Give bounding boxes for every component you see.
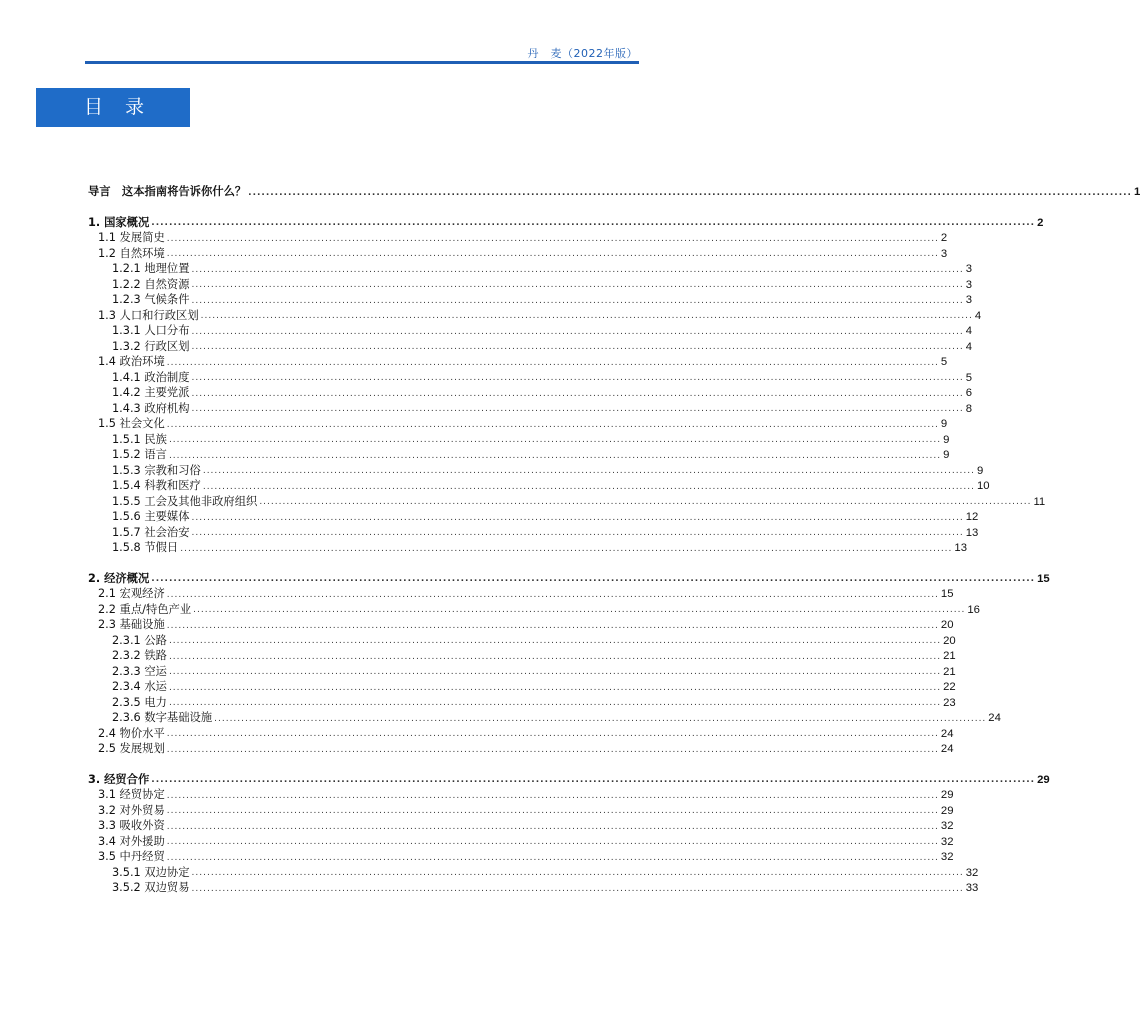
toc-entry-label: 2.3.5 电力 (112, 695, 167, 709)
toc-entry[interactable] (88, 308, 982, 324)
toc-entry[interactable] (88, 633, 956, 649)
toc-entry[interactable] (88, 803, 954, 819)
dot-leader: ........................................................................................................................................................................................................ (166, 249, 939, 259)
toc-entry-label: 1.3 人口和行政区划 (98, 308, 199, 322)
toc-entry-page: 11 (1033, 495, 1046, 508)
dot-leader: ........................................................................................................................................................................................................ (166, 790, 939, 801)
toc-entry-label: 1.3.2 行政区划 (112, 339, 190, 353)
toc-entry-page: 32 (940, 851, 954, 863)
dot-leader: ........................................................................................................................................................................................................ (168, 636, 942, 646)
toc-entry[interactable] (88, 370, 972, 386)
toc-entry[interactable] (88, 648, 956, 664)
dot-leader: ........................................................................................................................................................................................................ (166, 852, 939, 863)
toc-entry[interactable] (88, 215, 1044, 231)
toc-entry[interactable] (88, 726, 954, 742)
toc-entry[interactable] (88, 509, 979, 525)
toc-entry-page: 8 (965, 402, 972, 415)
dot-leader: ........................................................................................................................................................................................................ (168, 651, 942, 662)
toc-entry[interactable] (88, 679, 956, 695)
toc-entry-label: 3.5 中丹经贸 (98, 850, 165, 863)
toc-entry[interactable] (88, 710, 1001, 726)
toc-entry-page: 6 (965, 387, 972, 399)
toc-entry-page: 4 (974, 309, 982, 322)
header-rule (85, 61, 639, 64)
dot-leader: ........................................................................................................................................................................................................ (259, 497, 1032, 507)
dot-leader: ........................................................................................................................................................................................................ (191, 373, 964, 383)
toc-entry[interactable] (88, 617, 954, 633)
toc-entry-label: 3.3 吸收外资 (98, 819, 165, 832)
toc-entry-page: 3 (940, 247, 948, 260)
toc-entry[interactable] (88, 432, 950, 448)
toc-entry-page: 9 (977, 464, 984, 477)
toc-entry-label: 2.2 重点/特色产业 (98, 602, 192, 616)
toc-entry-page: 5 (940, 356, 948, 368)
toc-entry-label: 1.2.1 地理位置 (112, 262, 190, 275)
toc-entry-page: 15 (940, 588, 954, 600)
dot-leader: ........................................................................................................................................................................................................ (166, 744, 939, 755)
toc-entry-page: 32 (940, 820, 954, 832)
toc-entry-label: 2.5 发展规划 (98, 742, 165, 755)
toc-entry-page: 21 (943, 665, 956, 678)
toc-entry-page: 24 (940, 743, 954, 755)
toc-entry-label: 3.4 对外援助 (98, 834, 165, 848)
toc-entry-label: 2.3.4 水运 (112, 680, 167, 693)
dot-leader: ........................................................................................................................................................................................................ (166, 233, 939, 244)
dot-leader: ........................................................................................................................................................................................................ (168, 450, 942, 461)
toc-entry-page: 13 (954, 542, 967, 554)
toc-entry[interactable] (88, 463, 984, 479)
toc-entry-label: 1.4.3 政府机构 (112, 401, 190, 415)
dot-leader: ........................................................................................................................................................................................................ (166, 620, 939, 631)
toc-entry-page: 9 (940, 418, 948, 430)
toc-entry[interactable] (88, 401, 972, 417)
toc-entry-label: 2.3 基础设施 (98, 618, 165, 631)
toc-entry-label: 导言 这本指南将告诉你什么？ (88, 185, 247, 198)
toc-entry-page: 32 (965, 866, 979, 879)
toc-entry-label: 1. 国家概况 (88, 215, 150, 229)
toc-entry-label: 1.2.3 气候条件 (112, 293, 190, 306)
toc-entry-label: 3.5.2 双边贸易 (112, 881, 190, 894)
dot-leader: ........................................................................................................................................................................................................ (166, 806, 939, 816)
toc-entry-label: 1.5 社会文化 (98, 417, 165, 430)
dot-leader: ........................................................................................................................................................................................................ (191, 280, 964, 290)
toc-entry-label: 1.5.6 主要媒体 (112, 510, 190, 523)
dot-leader: ........................................................................................................................................................................................................ (151, 218, 1036, 228)
dot-leader: ........................................................................................................................................................................................................ (191, 342, 964, 352)
dot-leader: ........................................................................................................................................................................................................ (191, 868, 964, 878)
dot-leader: ........................................................................................................................................................................................................ (166, 419, 939, 430)
toc-entry-label: 1.5.1 民族 (112, 432, 167, 446)
toc-entry[interactable] (88, 695, 956, 711)
toc-entry[interactable] (88, 184, 1140, 200)
toc-entry-page: 2 (940, 232, 948, 244)
toc-entry-label: 3.2 对外贸易 (98, 803, 165, 817)
dot-leader: ........................................................................................................................................................................................................ (191, 404, 964, 414)
toc-entry-label: 3. 经贸合作 (88, 772, 150, 786)
toc-entry-page: 20 (943, 634, 956, 647)
toc-entry-label: 1.5.7 社会治安 (112, 525, 190, 539)
toc-entry-page: 9 (943, 433, 950, 446)
dot-leader: ........................................................................................................................................................................................................ (200, 311, 973, 321)
dot-leader: ........................................................................................................................................................................................................ (180, 543, 953, 554)
dot-leader: ........................................................................................................................................................................................................ (191, 326, 964, 337)
toc-entry[interactable] (88, 339, 972, 355)
dot-leader: ........................................................................................................................................................................................................ (191, 883, 964, 894)
toc-entry[interactable] (88, 787, 954, 803)
toc-entry-page: 21 (943, 650, 956, 662)
running-header: 丹 麦（2022年版） (527, 47, 638, 60)
toc-entry-label: 1.5.5 工会及其他非政府组织 (112, 494, 258, 508)
toc-entry[interactable] (88, 571, 1050, 587)
toc-entry-page: 4 (965, 340, 972, 353)
toc-entry-label: 1.4.2 主要党派 (112, 386, 190, 399)
toc-entry-label: 1.2 自然环境 (98, 246, 165, 260)
toc-entry-page: 3 (965, 294, 972, 306)
toc-entry[interactable] (88, 664, 956, 680)
table-of-contents (88, 184, 1140, 896)
toc-entry[interactable] (88, 230, 948, 246)
dot-leader: ........................................................................................................................................................................................................ (168, 667, 942, 677)
toc-entry[interactable] (88, 880, 979, 896)
toc-entry-page: 12 (965, 511, 979, 523)
toc-entry[interactable] (88, 834, 954, 850)
toc-entry[interactable] (88, 277, 972, 293)
toc-entry-label: 1.5.3 宗教和习俗 (112, 463, 201, 477)
toc-entry-page: 29 (940, 789, 954, 801)
toc-entry-page: 2 (1037, 216, 1044, 229)
toc-entry[interactable] (88, 525, 979, 541)
dot-leader: ........................................................................................................................................................................................................ (151, 574, 1036, 584)
toc-entry-page: 22 (943, 681, 956, 693)
toc-entry[interactable] (88, 818, 954, 834)
dot-leader: ........................................................................................................................................................................................................ (166, 357, 939, 368)
toc-entry-label: 2.3.3 空运 (112, 664, 167, 678)
toc-entry-page: 20 (940, 619, 954, 631)
toc-entry-page: 1 (1133, 186, 1140, 198)
dot-leader: ........................................................................................................................................................................................................ (166, 821, 939, 832)
toc-entry[interactable] (88, 416, 948, 432)
toc-entry-page: 10 (977, 480, 990, 492)
toc-entry[interactable] (88, 323, 972, 339)
toc-entry[interactable] (88, 246, 948, 262)
dot-leader: ........................................................................................................................................................................................................ (168, 698, 942, 708)
dot-leader: ........................................................................................................................................................................................................ (202, 466, 975, 476)
dot-leader: ........................................................................................................................................................................................................ (168, 435, 942, 445)
toc-entry-page: 3 (965, 263, 972, 275)
toc-entry-page: 32 (940, 835, 954, 848)
toc-entry-page: 16 (967, 603, 980, 616)
toc-entry-label: 3.1 经贸协定 (98, 788, 165, 801)
toc-entry-page: 33 (965, 882, 979, 894)
dot-leader: ........................................................................................................................................................................................................ (191, 264, 964, 275)
dot-leader: ........................................................................................................................................................................................................ (248, 187, 1132, 198)
toc-entry-page: 29 (1037, 773, 1050, 786)
toc-entry[interactable] (88, 602, 980, 618)
toc-entry-label: 1.2.2 自然资源 (112, 277, 190, 291)
toc-entry[interactable] (88, 586, 954, 602)
toc-entry-label: 2. 经济概况 (88, 571, 150, 585)
toc-entry-label: 1.4 政治环境 (98, 355, 165, 368)
toc-entry-page: 15 (1037, 572, 1050, 585)
toc-entry[interactable] (88, 865, 979, 881)
toc-entry[interactable] (88, 540, 967, 556)
toc-entry-label: 2.3.2 铁路 (112, 649, 167, 662)
dot-leader: ........................................................................................................................................................................................................ (166, 589, 939, 600)
toc-entry-label: 2.3.1 公路 (112, 633, 167, 647)
dot-leader: ........................................................................................................................................................................................................ (166, 837, 939, 847)
dot-leader: ........................................................................................................................................................................................................ (168, 682, 942, 693)
toc-entry[interactable] (88, 354, 948, 370)
toc-entry[interactable] (88, 741, 954, 757)
dot-leader: ........................................................................................................................................................................................................ (191, 295, 964, 306)
dot-leader: ........................................................................................................................................................................................................ (193, 605, 966, 615)
dot-leader: ........................................................................................................................................................................................................ (191, 528, 964, 538)
toc-entry[interactable] (88, 849, 954, 865)
toc-entry-page: 3 (965, 278, 972, 291)
toc-entry-page: 5 (965, 371, 972, 384)
toc-entry-page: 4 (965, 325, 972, 337)
toc-entry-label: 1.5.4 科教和医疗 (112, 479, 201, 492)
dot-leader: ........................................................................................................................................................................................................ (202, 481, 975, 492)
toc-entry[interactable] (88, 478, 990, 494)
toc-entry[interactable] (88, 292, 972, 308)
dot-leader: ........................................................................................................................................................................................................ (191, 512, 964, 523)
toc-entry[interactable] (88, 772, 1050, 788)
toc-entry-label: 2.1 宏观经济 (98, 587, 165, 600)
toc-entry-label: 3.5.1 双边协定 (112, 865, 190, 879)
dot-leader: ........................................................................................................................................................................................................ (166, 729, 939, 739)
toc-entry-page: 23 (943, 696, 956, 709)
toc-entry-label: 1.5.8 节假日 (112, 541, 179, 554)
toc-entry-label: 1.4.1 政治制度 (112, 370, 190, 384)
toc-entry[interactable] (88, 261, 972, 277)
toc-entry-label: 1.3.1 人口分布 (112, 324, 190, 337)
toc-entry-label: 2.3.6 数字基础设施 (112, 711, 213, 724)
toc-entry[interactable] (88, 494, 1046, 510)
toc-entry-page: 29 (940, 804, 954, 817)
toc-entry-label: 1.1 发展简史 (98, 231, 165, 244)
dot-leader: ........................................................................................................................................................................................................ (214, 713, 987, 724)
toc-entry-page: 24 (988, 712, 1001, 724)
dot-leader: ........................................................................................................................................................................................................ (151, 775, 1036, 785)
page-title: 目 录 (36, 88, 190, 127)
toc-entry-page: 24 (940, 727, 954, 740)
toc-entry-label: 2.4 物价水平 (98, 726, 165, 740)
toc-entry-label: 1.5.2 语言 (112, 448, 167, 461)
toc-entry[interactable] (88, 385, 972, 401)
toc-entry-page: 13 (965, 526, 979, 539)
toc-entry-page: 9 (943, 449, 950, 461)
dot-leader: ........................................................................................................................................................................................................ (191, 388, 964, 399)
toc-entry[interactable] (88, 447, 950, 463)
